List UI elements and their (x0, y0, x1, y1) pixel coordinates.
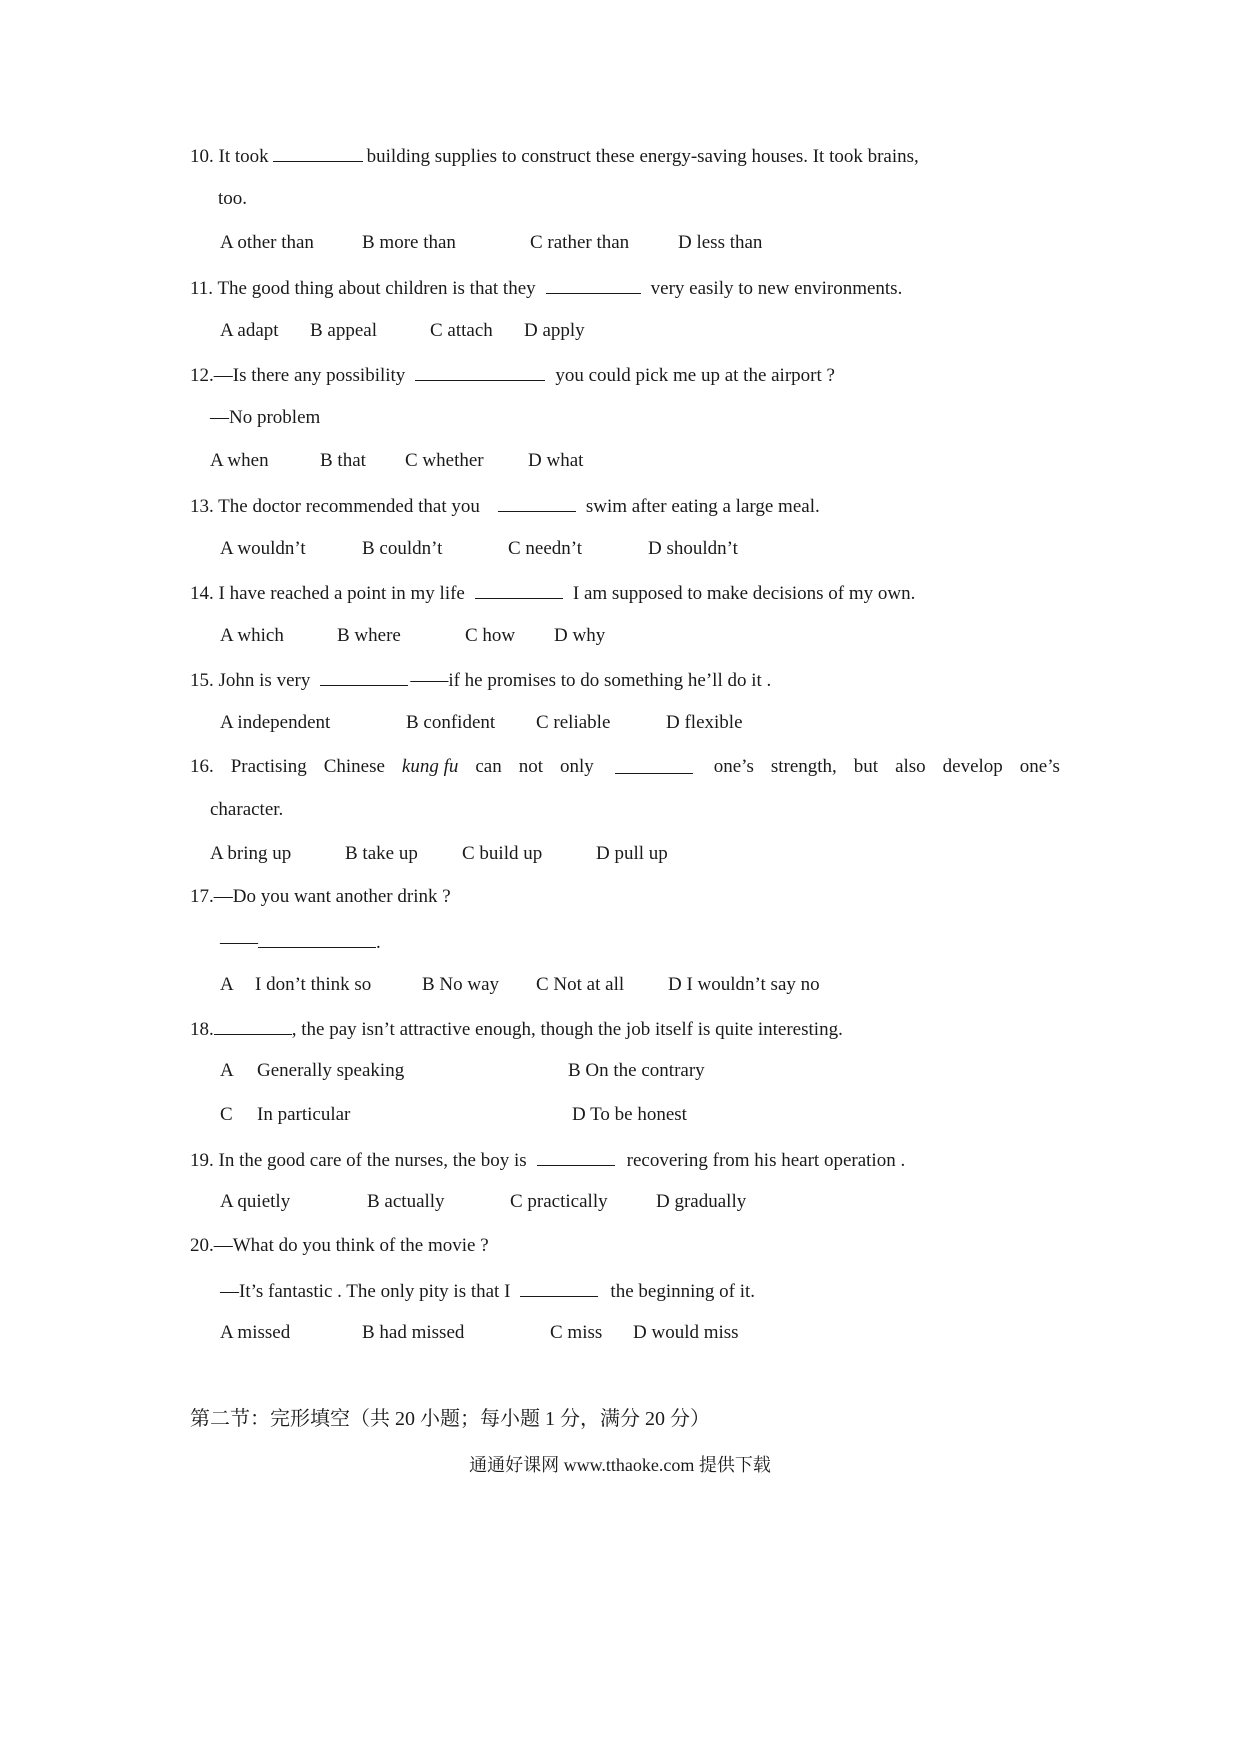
option-d[interactable]: D why (554, 625, 606, 646)
option-c[interactable]: C build up (462, 843, 543, 864)
reply-dash: —— (220, 932, 258, 953)
option-c[interactable]: C Not at all (536, 974, 625, 995)
option-b[interactable]: B actually (367, 1191, 445, 1212)
option-b[interactable]: B couldn’t (362, 538, 443, 559)
footer-text: 通通好课网 www.tthaoke.com 提供下载 (469, 1455, 771, 1475)
option-b[interactable]: B confident (406, 712, 496, 733)
option-b[interactable]: B had missed (362, 1322, 465, 1343)
answer-blank[interactable] (498, 493, 576, 512)
answer-blank[interactable] (214, 1016, 292, 1035)
question-text: 18. (190, 1019, 214, 1040)
question-text: 12.—Is there any possibility (190, 365, 406, 386)
question-text: character. (210, 799, 284, 820)
question-text: one’s (1019, 756, 1060, 777)
question-text: 13. The doctor recommended that you (190, 496, 480, 517)
answer-blank[interactable] (273, 143, 363, 162)
option-a-text[interactable]: Generally speaking (257, 1060, 405, 1081)
section-heading (190, 1407, 710, 1431)
option-a[interactable]: A independent (220, 712, 331, 733)
option-a[interactable]: A which (220, 625, 284, 646)
option-c[interactable]: C miss (550, 1322, 603, 1343)
option-a[interactable]: A adapt (220, 320, 279, 341)
option-c[interactable]: C rather than (530, 232, 630, 253)
question-text: , the pay isn’t attractive enough, though the job itself is quite interesting. (291, 1019, 843, 1040)
option-d[interactable]: D what (528, 450, 584, 471)
question-text: 17.—Do you want another drink ? (190, 886, 451, 907)
question-text: 20.—What do you think of the movie ? (190, 1235, 489, 1256)
question-16 (190, 755, 1060, 779)
option-c[interactable]: C practically (510, 1191, 608, 1212)
question-text: swim after eating a large meal. (585, 496, 820, 517)
question-20 (190, 1234, 489, 1258)
question-text: ——if he promises to do something he’ll do it . (410, 670, 772, 691)
question-text: can (475, 756, 502, 777)
question-text-italic: kung fu (401, 756, 459, 777)
option-a[interactable]: A other than (220, 232, 314, 253)
question-15 (190, 667, 771, 693)
question-12 (190, 362, 835, 388)
option-b[interactable]: B take up (345, 843, 418, 864)
answer-blank[interactable] (258, 929, 376, 948)
question-text: Chinese (323, 756, 385, 777)
answer-blank[interactable] (520, 1278, 598, 1297)
question-text: not (518, 756, 544, 777)
option-c-letter[interactable]: C (220, 1104, 233, 1125)
question-text: recovering from his heart operation . (626, 1150, 906, 1171)
reply-text: —No problem (210, 407, 321, 428)
option-b[interactable]: B No way (422, 974, 500, 995)
option-b[interactable]: B On the contrary (568, 1060, 705, 1081)
option-a[interactable]: A missed (220, 1322, 291, 1343)
option-a[interactable]: A when (210, 450, 269, 471)
question-text: 19. In the good care of the nurses, the boy is (190, 1150, 527, 1171)
section-title: 第二节：完形填空（共 20 小题；每小题 1 分，满分 20 分） (190, 1408, 710, 1430)
question-18 (190, 1016, 843, 1042)
option-a-text[interactable]: I don’t think so (255, 974, 372, 995)
option-a[interactable]: A quietly (220, 1191, 291, 1212)
option-d[interactable]: D less than (678, 232, 763, 253)
question-text: 16. (190, 756, 214, 777)
option-c[interactable]: C how (465, 625, 516, 646)
question-text: I am supposed to make decisions of my own. (572, 583, 916, 604)
option-b[interactable]: B that (320, 450, 366, 471)
option-c[interactable]: C needn’t (508, 538, 583, 559)
page-footer (0, 1453, 1240, 1477)
option-a[interactable]: A wouldn’t (220, 538, 306, 559)
question-11 (190, 275, 902, 301)
question-text: very easily to new environments. (650, 278, 903, 299)
option-b[interactable]: B appeal (310, 320, 378, 341)
option-a[interactable]: A bring up (210, 843, 292, 864)
answer-blank[interactable] (475, 580, 563, 599)
option-c-text[interactable]: In particular (257, 1104, 351, 1125)
question-text: only (560, 756, 594, 777)
option-d[interactable]: D I wouldn’t say no (668, 974, 820, 995)
reply-text: the beginning of it. (610, 1281, 756, 1302)
reply-end: . (376, 932, 381, 953)
question-17 (190, 885, 451, 909)
question-12-reply (210, 406, 320, 430)
question-text: too. (218, 188, 248, 209)
option-b[interactable]: B more than (362, 232, 456, 253)
question-text: develop (942, 756, 1003, 777)
question-10-continued (218, 187, 247, 211)
answer-blank[interactable] (537, 1147, 615, 1166)
option-d[interactable]: D apply (524, 320, 585, 341)
question-17-reply (220, 929, 381, 955)
question-19 (190, 1147, 905, 1173)
option-c[interactable]: C whether (405, 450, 484, 471)
question-13 (190, 493, 820, 519)
question-16-continued (210, 798, 283, 822)
option-a-letter[interactable]: A (220, 1060, 234, 1081)
option-d[interactable]: D shouldn’t (648, 538, 738, 559)
question-text: but (853, 756, 879, 777)
option-d[interactable]: D To be honest (572, 1104, 687, 1125)
question-text: Practising (230, 756, 307, 777)
question-text: you could pick me up at the airport ? (555, 365, 835, 386)
question-text: 10. It took (190, 146, 269, 167)
answer-blank[interactable] (615, 755, 693, 774)
question-text: also (895, 756, 926, 777)
option-d[interactable]: D flexible (666, 712, 743, 733)
question-10 (190, 143, 919, 169)
question-14 (190, 580, 915, 606)
option-b[interactable]: B where (337, 625, 401, 646)
option-c[interactable]: C reliable (536, 712, 611, 733)
option-d[interactable]: D gradually (656, 1191, 747, 1212)
option-c[interactable]: C attach (430, 320, 493, 341)
answer-blank[interactable] (415, 362, 545, 381)
question-text: 11. The good thing about children is that they (190, 278, 536, 299)
question-text: 14. I have reached a point in my life (190, 583, 465, 604)
question-text: one’s (713, 756, 754, 777)
reply-text: —It’s fantastic . The only pity is that I (220, 1281, 511, 1302)
question-20-reply (220, 1278, 755, 1304)
answer-blank[interactable] (320, 667, 408, 686)
question-text: building supplies to construct these energy-saving houses. It took brains, (366, 146, 919, 167)
option-d[interactable]: D would miss (633, 1322, 739, 1343)
option-d[interactable]: D pull up (596, 843, 668, 864)
option-a-letter[interactable]: A (220, 974, 234, 995)
question-text: 15. John is very (190, 670, 311, 691)
question-text: strength, (770, 756, 837, 777)
answer-blank[interactable] (546, 275, 641, 294)
